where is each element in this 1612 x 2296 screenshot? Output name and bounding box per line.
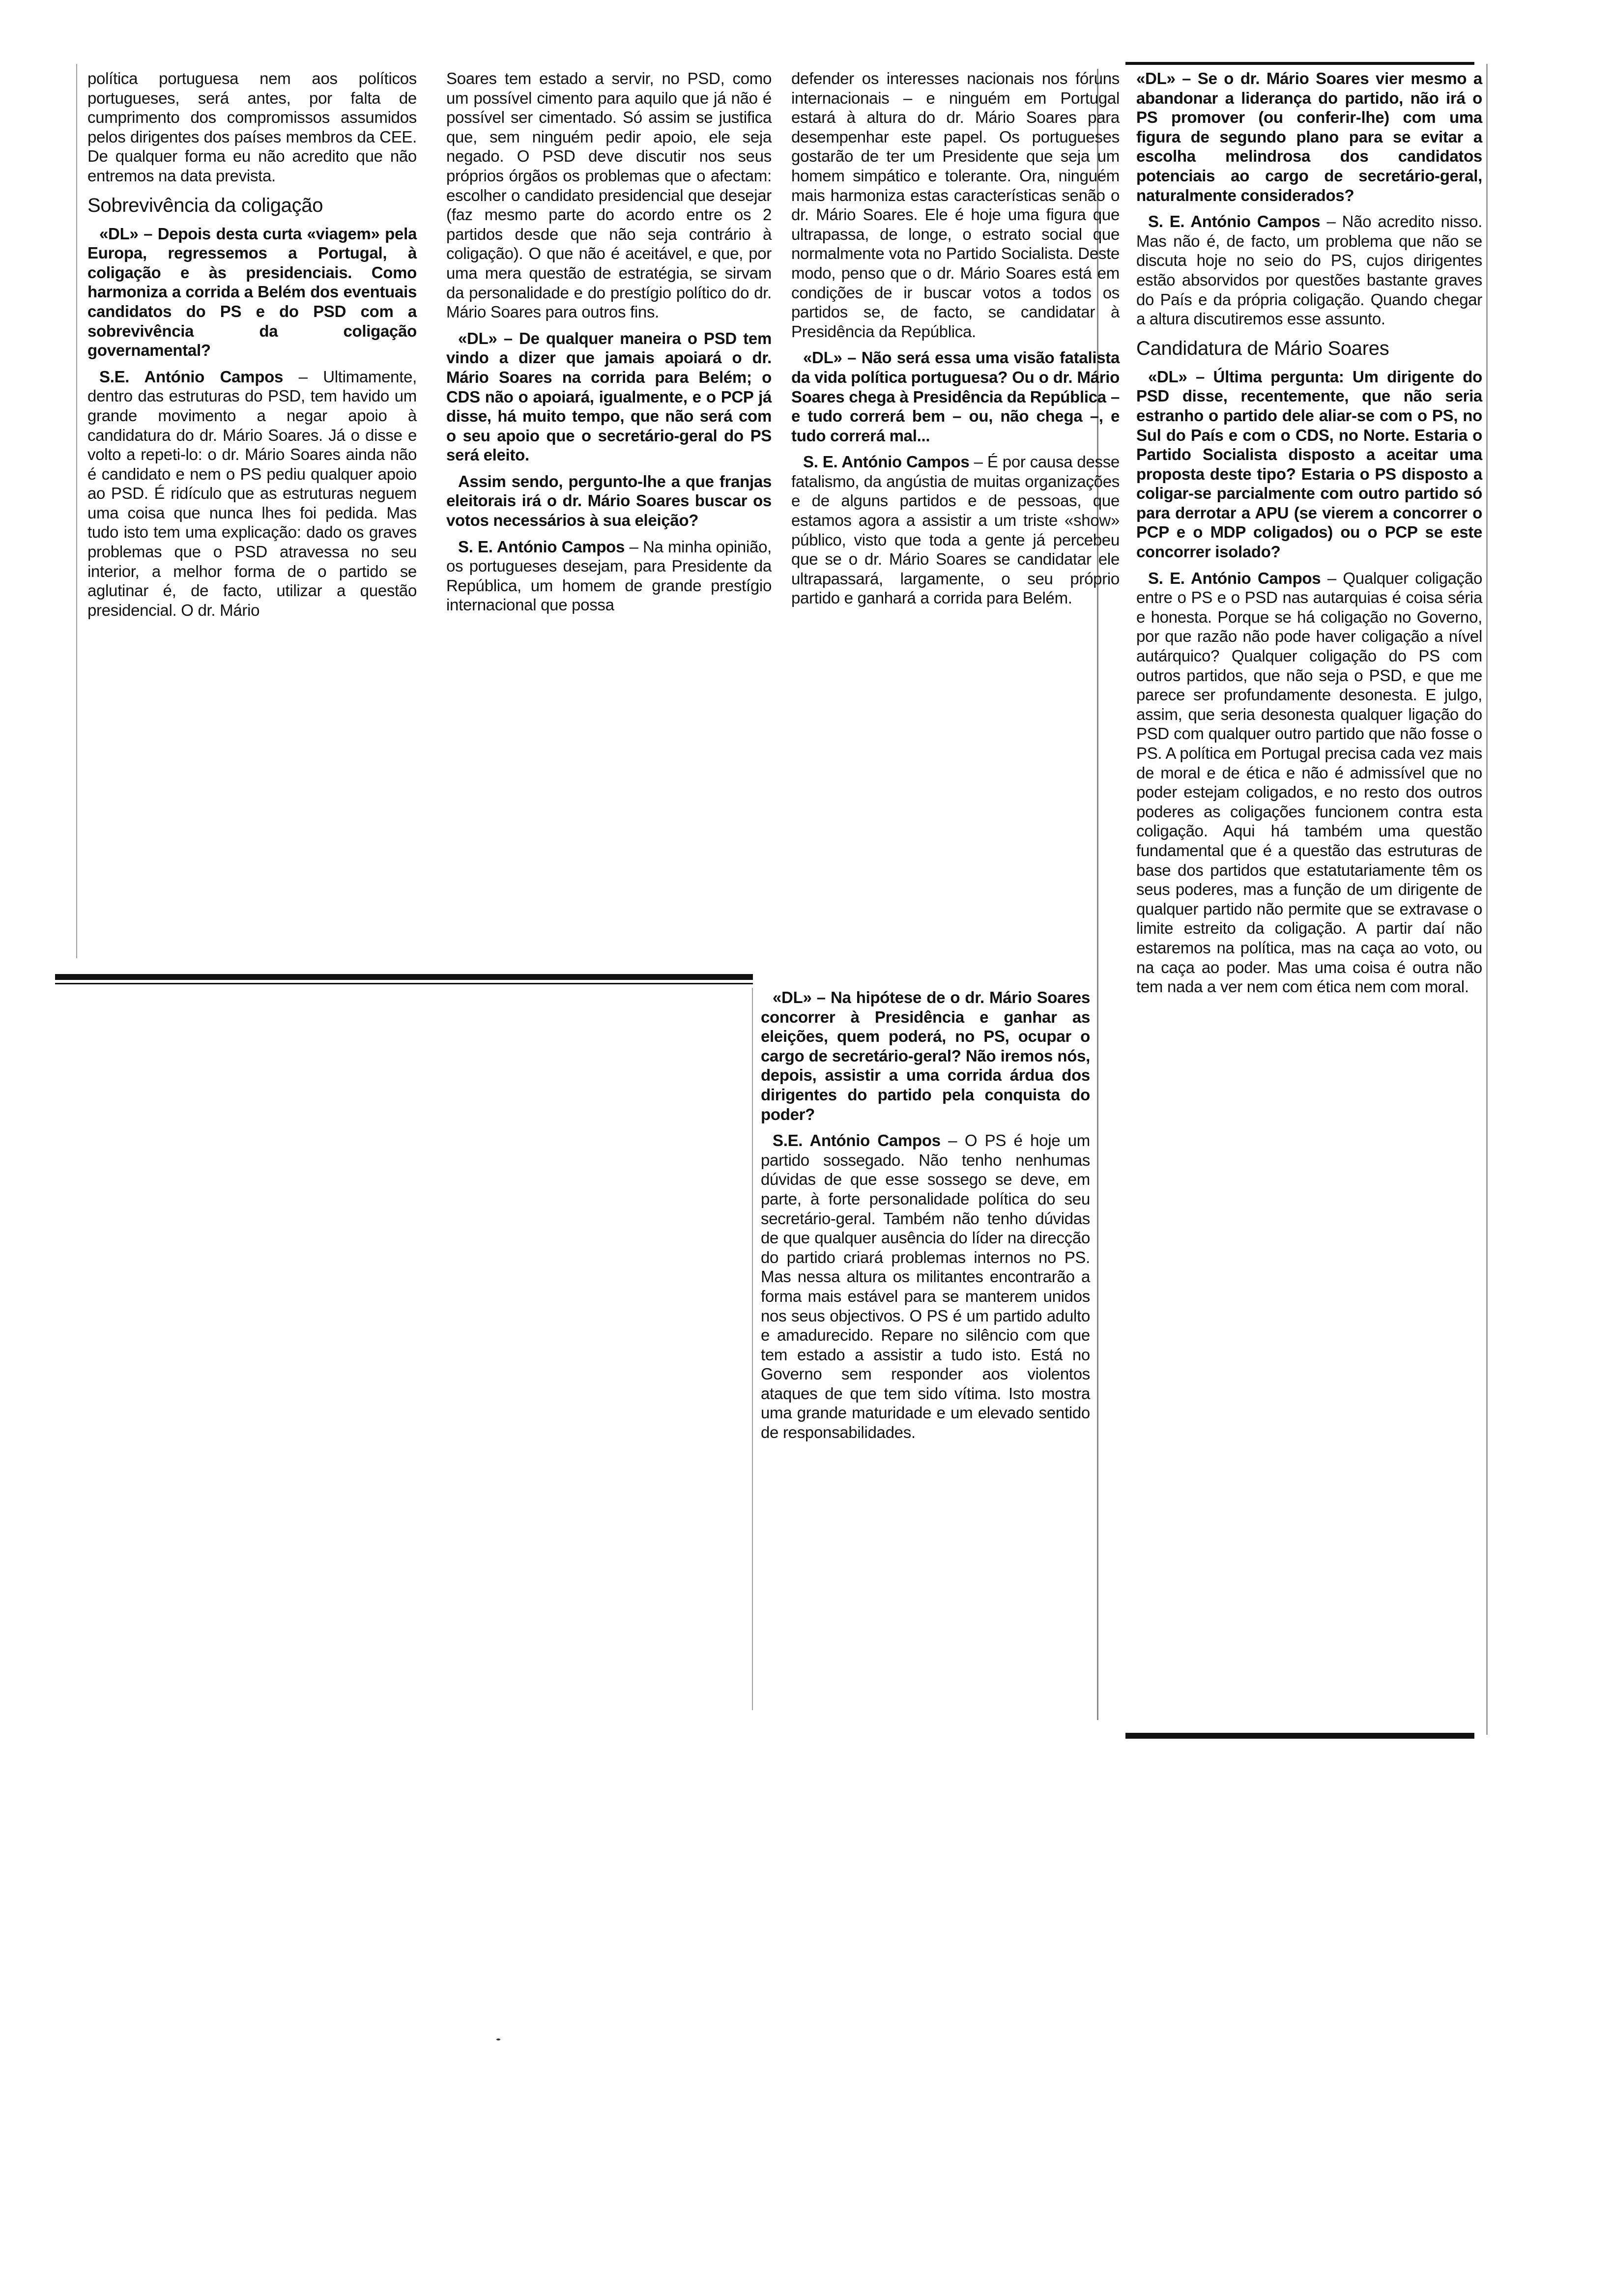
scan-speck xyxy=(496,2038,500,2040)
rule-top-right xyxy=(1125,62,1474,65)
answer-6-speaker: S. E. António Campos xyxy=(1148,212,1321,231)
answer-3-speaker: S. E. António Campos xyxy=(458,537,625,556)
answer-7-text: – Qualquer coligação entre o PS e o PSD nas autarquias é coisa séria e honesta. Porque se há coligação no Governo, por que razão não pode haver coligação a nível autárquico? Qualquer coligação do PS com outros partidos, que não seja o PSD, e que me parece ser profundamente desonesta. E julgo, assim, que seria desonesta qualquer ligação do PSD com qualquer outro partido que não fosse o PS. A política em Portugal precisa cada vez mais de moral e de ética e não é admissível que no poder estejam coligados, e no resto dos outros poderes as coligações funcionem contra esta coligação. Aqui há também uma questão fundamental que é a questão das estruturas de base dos partidos que estatutariamente têm os seus poderes, mas a função de um dirigente de qualquer partido não permite que se extravase o limite estreito da coligação. A partir daí não estaremos na política, mas na caça ao voto, ou na caça ao poder. Mas uma coisa é outra não tem nada a ver nem com ética nem com moral. xyxy=(1136,569,1482,996)
answer-3 xyxy=(446,537,772,615)
article-column-4 xyxy=(1136,69,1482,1004)
question-3: Assim sendo, pergunto-lhe a que franjas eleitorais irá o dr. Mário Soares buscar os votos necessários à sua eleição? xyxy=(446,472,772,530)
answer-5-text: – O PS é hoje um partido sossegado. Não tenho nenhumas dúvidas de que esse sossego se deve, em parte, à forte personalidade política do seu secretário-geral. Também não tenho dúvidas de que qualquer ausência do líder na direcção do partido criará problemas internos no PS. Mas nessa altura os militantes encontrarão a forma mais estável para se manterem unidos nos seus objectivos. O PS é um partido adulto e amadurecido. Repare no silêncio com que tem estado a assistir a tudo isto. Está no Governo sem responder aos violentos ataques de que tem sido vítima. Isto mostra uma grande maturidade e um elevado sentido de responsabilidades. xyxy=(761,1131,1090,1442)
answer-4 xyxy=(791,452,1120,608)
article-column-2 xyxy=(446,69,772,622)
question-7: «DL» – Última pergunta: Um dirigente do PSD disse, recentemente, que não seria estranho o partido dele aliar-se com o PS, no Sul do País e com o CDS, no Norte. Estaria o Partido Socialista disposto a aceitar uma proposta deste tipo? Estaria o PS disposto a coligar-se parcialmente com outro partido só para derrotar a APU (se vierem a concorrer o PCP e o MDP coligados) ou o PCP se este concorrer isolado? xyxy=(1136,367,1482,561)
answer-3-text: – Na minha opinião, os portugueses desejam, para Presidente da República, um homem de grande prestígio internacional que possa xyxy=(446,537,772,614)
answer-7-speaker: S. E. António Campos xyxy=(1148,569,1321,587)
column-rule-mid xyxy=(752,988,753,1710)
answer-5-speaker: S.E. António Campos xyxy=(773,1131,941,1150)
article-column-3 xyxy=(791,69,1120,615)
column-2-paragraph: Soares tem estado a servir, no PSD, como um possível cimento para aquilo que já não é possível ser cimentado. Só assim se justifica que, sem ninguém pedir apoio, ele seja negado. O PSD deve discutir nos seus próprios órgãos os problemas que o afectam: escolher o candidato presidencial que desejar (faz mesmo parte do acordo entre os 2 partidos desde que não seja contrário à coligação). O que não é aceitável, e que, por uma mera questão de estratégia, se sirvam da personalidade e do prestígio político do dr. Mário Soares para outros fins. xyxy=(446,69,772,321)
article-column-3-continued xyxy=(761,988,1090,1449)
answer-1 xyxy=(87,367,417,620)
answer-1-text: – Ultimamente, dentro das estruturas do PSD, tem havido um grande movimento a negar apoio à candidatura do dr. Mário Soares. Já o disse e volto a repeti-lo: o dr. Mário Soares ainda não é candidato e nem o PS pediu qualquer apoio ao PSD. É ridículo que as estruturas neguem uma coisa que nunca lhes foi pedida. Mas tudo isto tem uma explicação: dado os graves problemas que o PSD atravessa no seu interior, a melhor forma de o partido se aglutinar é, de facto, utilizar a questão presidencial. O dr. Mário xyxy=(87,367,417,619)
answer-6 xyxy=(1136,212,1482,329)
rule-bottom-left-thin xyxy=(55,983,753,984)
question-6: «DL» – Se o dr. Mário Soares vier mesmo a abandonar a liderança do partido, não irá o PS promover (ou conferir-lhe) com uma figura de segundo plano para se evitar a escolha melindrosa dos candidatos potenciais ao cargo de secretário-geral, naturalmente considerados? xyxy=(1136,69,1482,204)
answer-1-speaker: S.E. António Campos xyxy=(99,367,283,386)
question-4: «DL» – Não será essa uma visão fatalista da vida política portuguesa? Ou o dr. Mário Soares chega à Presidência da República – e tudo correrá bem – ou, não chega –, e tudo correrá mal... xyxy=(791,348,1120,445)
article-column-1 xyxy=(87,69,417,627)
answer-6-text: – Não acredito nisso. Mas não é, de facto, um problema que não se discuta hoje no seio do PS, cujos dirigentes estão absorvidos por questões bastante graves do País e da própria coligação. Quando chegar a altura discutiremos esse assunto. xyxy=(1136,212,1482,328)
subheading-sobrevivencia: Sobrevivência da coligação xyxy=(87,194,323,216)
answer-7 xyxy=(1136,569,1482,997)
question-1: «DL» – Depois desta curta «viagem» pela Europa, regressemos a Portugal, à coligação e às presidenciais. Como harmoniza a corrida a Belém dos eventuais candidatos do PS e do PSD com a sobrevivência da coligação governamental? xyxy=(87,224,417,360)
subheading-candidatura: Candidatura de Mário Soares xyxy=(1136,337,1389,359)
answer-4-text: – É por causa desse fatalismo, da angústia de muitas organizações e de alguns partidos e de pessoas, que estamos agora a assistir a um triste «show» público, visto que toda a gente já percebeu que se o dr. Mário Soares se candidatar ele ultrapassará, largamente, o seu próprio partido e ganhará a corrida para Belém. xyxy=(791,453,1120,607)
column-rule-right-edge xyxy=(1486,64,1488,1735)
answer-5 xyxy=(761,1131,1090,1442)
column-1-paragraph: política portuguesa nem aos políticos portugueses, será antes, por falta de cumprimento dos compromissos assumidos pelos dirigentes dos países membros da CEE. De qualquer forma eu não acredito que não entremos na data prevista. xyxy=(87,69,417,185)
column-3-paragraph: defender os interesses nacionais nos fóruns internacionais – e ninguém em Portugal estará à altura do dr. Mário Soares para desempenhar este papel. Os portugueses gostarão de ter um Presidente que seja um homem simpático e tolerante. Ora, ninguém mais harmoniza estas características senão o dr. Mário Soares. Ele é hoje uma figura que ultrapassa, de longe, o estrato social que normalmente vota no Partido Socialista. Deste modo, penso que o dr. Mário Soares está em condições de ir buscar votos a todos os partidos se, de facto, se candidatar à Presidência da República. xyxy=(791,69,1120,341)
column-rule-left xyxy=(76,64,77,958)
rule-bottom-right xyxy=(1125,1733,1474,1739)
answer-4-speaker: S. E. António Campos xyxy=(803,453,970,471)
question-2: «DL» – De qualquer maneira o PSD tem vindo a dizer que jamais apoiará o dr. Mário Soares na corrida para Belém; o CDS não o apoiará, igualmente, e o PCP já disse, há muito tempo, que não será com o seu apoio que o secretário-geral do PS será eleito. xyxy=(446,329,772,464)
rule-bottom-left xyxy=(55,974,753,980)
question-5: «DL» – Na hipótese de o dr. Mário Soares concorrer à Presidência e ganhar as eleições, quem poderá, no PS, ocupar o cargo de secretário-geral? Não iremos nós, depois, assistir a uma corrida árdua dos dirigentes do partido pela conquista do poder? xyxy=(761,988,1090,1123)
